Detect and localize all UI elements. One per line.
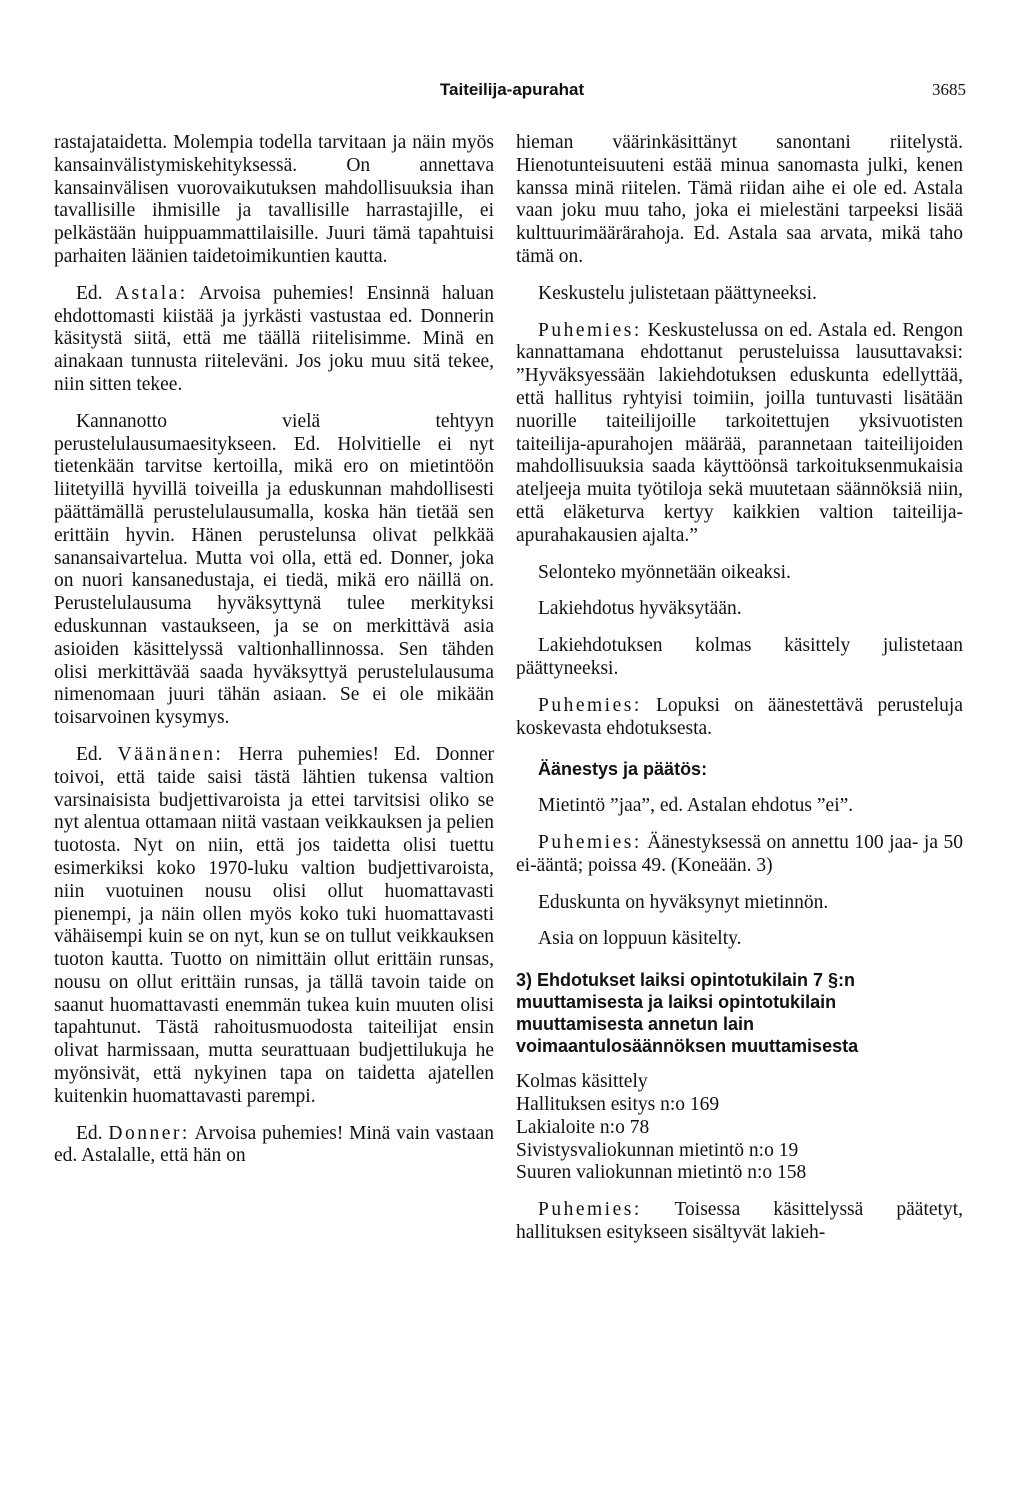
paragraph: Lakiehdotus hyväksytään. bbox=[538, 598, 742, 620]
speaker-name: Puhemies: bbox=[538, 1199, 642, 1221]
speech-puhemies: Puhemies: Äänestyksessä on annettu 100 jaa- ja 50 ei-ääntä; poissa 49. (Koneään. 3) bbox=[516, 831, 963, 876]
document-list-item: Kolmas käsittely bbox=[516, 1071, 648, 1093]
document-list-item: Suuren valiokunnan mietintö n:o 158 bbox=[516, 1162, 807, 1184]
document-list bbox=[516, 1071, 963, 1185]
speaker-name: Astala: bbox=[114, 282, 188, 304]
paragraph: Selonteko myönnetään oikeaksi. bbox=[538, 561, 791, 583]
document-list-item: Hallituksen esitys n:o 169 bbox=[516, 1093, 720, 1115]
paragraph: hieman väärinkäsittänyt sanontani riitelystä. Hienotunteisuuteni estää minua sanomasta julki, kenen kanssa minä riitelen. Tämä riidan aihe ei ole ed. Astala vaan joku muu taho, joka ei mielestäni tarpeeksi lisää kulttuurimäärärahoja. Ed. Astala saa arvata, mikä taho tämä on. bbox=[516, 132, 963, 267]
right-column bbox=[516, 132, 963, 1245]
speech-puhemies: Puhemies: Keskustelussa on ed. Astala ed. Rengon kannattamana ehdottanut perusteluissa lausuttavaksi: ”Hyväksyessään lakiehdotuksen eduskunta edellyttää, että hallitus ryhtyisi toimiin, joilla tuntuvasti lisätään nuorille taiteilijoille tarkoitettujen yksivuotisten taiteilija-apurahojen määrää, parannetaan taiteilijoiden mahdollisuuksia saada käyttöönsä tarkoituksenmukaisia ateljeeja muita työtiloja sekä muutetaan säännöksiä niin, että eläketurva kertyy kaikkien valtion taiteilija-apurahakausien ajalta.” bbox=[516, 319, 964, 546]
section-heading: Äänestys ja päätös: bbox=[538, 759, 708, 780]
speaker-name: Donner: bbox=[108, 1122, 190, 1144]
paragraph: Asia on loppuun käsitelty. bbox=[538, 928, 742, 950]
speaker-name: Puhemies: bbox=[538, 831, 642, 853]
paragraph: Kannanotto vielä tehtyyn perustelulausumaesitykseen. Ed. Holvitielle ei nyt tietenkään tarvitse kertoilla, mikä ero on mietintöön liitetyillä hyvillä toiveilla ja eduskunnan mahdollisesti päättämällä perustelulausumalla, koska hän tietää sen erittäin hyvin. Hänen perustelunsa olivat pelkkää sanansaivartelua. Mutta voi olla, että ed. Donner, joka on nuori kansanedustaja, ei tiedä, mikä ero näillä on. Perustelulausuma hyväksyttynä tulee merkityksi eduskunnan vastaukseen, ja se on merkittävä asia asioiden käsittelyssä valtionhallinnossa. Sen tähden olisi merkittävää saada hyväksyttyä perustelulausuma nimenomaan juuri tähän asiaan. Se ei ole mikään toisarvoinen kysymys. bbox=[54, 410, 494, 729]
page-number: 3685 bbox=[932, 80, 966, 99]
paragraph: Eduskunta on hyväksynyt mietinnön. bbox=[538, 891, 829, 913]
speaker-name: Puhemies: bbox=[538, 694, 642, 716]
document-list-item: Sivistysvaliokunnan mietintö n:o 19 bbox=[516, 1139, 799, 1161]
paragraph: Mietintö ”jaa”, ed. Astalan ehdotus ”ei”. bbox=[538, 795, 854, 817]
running-header: Taiteilija-apurahat bbox=[439, 80, 585, 99]
paragraph: Lakiehdotuksen kolmas käsittely julistetaan päättyneeksi. bbox=[516, 635, 963, 679]
speech-astala: Ed. Astala: Arvoisa puhemies! Ensinnä haluan ehdottomasti kiistää ja jyrkästi vastustaa ed. Donnerin käsitystä siitä, että me täällä riitelisimme. Minä en ainakaan tunnusta riiteleväni. Jos joku muu sitä tekee, niin sitten tekee. bbox=[54, 282, 494, 395]
agenda-item-heading: 3) Ehdotukset laiksi opintotukilain 7 §:n muuttamisesta ja laiksi opintotukilain muuttamisesta annetun lain voimaantulosäännöksen muuttamisesta bbox=[516, 970, 859, 1057]
speech-puhemies: Puhemies: Lopuksi on äänestettävä perusteluja koskevasta ehdotuksesta. bbox=[516, 694, 963, 739]
speech-vaananen: Ed. Väänänen: Herra puhemies! Ed. Donner toivoi, että taide saisi tästä lähtien tukensa valtion varsinaisista budjettivaroista ja ettei tarvitsisi oliko se nyt alentua ottamaan niitä vastaan veikkauksen ja pelien tuotosta. Nyt on niin, että jos taidetta olisi tuettu esimerkiksi koko 1970-luku valtion budjettivaroista, niin vuotuinen nousu olisi ollut huomattavasti pienempi, ja näin ollen myös koko tuki huomattavasti vähäisempi kuin se on nyt, kun se on tullut veikkauksen tuoton kautta. Tuotto on nimittäin ollut erittäin runsas, nousu on ollut erittäin runsas, ja tällä tavoin taide on saanut huomattavasti enemmän tukea kuin muuten olisi tapahtunut. Tästä rahoitusmuodosta taiteilijat ensin olivat harmissaan, mutta seurattuaan budjettilukuja he myönsivät, että nykyinen tapa on taidetta ajatellen kuitenkin huomattavasti parempi. bbox=[54, 743, 495, 1107]
speech-puhemies: Puhemies: Toisessa käsittelyssä päätetyt, hallituksen esitykseen sisältyvät lakieh- bbox=[516, 1199, 963, 1243]
speech-donner: Ed. Donner: Arvoisa puhemies! Minä vain vastaan ed. Astalalle, että hän on bbox=[54, 1122, 494, 1167]
left-column bbox=[54, 132, 494, 1168]
speaker-name: Väänänen: bbox=[117, 743, 224, 765]
paragraph: rastajataidetta. Molempia todella tarvitaan ja näin myös kansainvälistymiskehityksessä. On annettava kansainvälisen vuorovaikutuksen mahdollisuuksia ihan tavallisille ihmisille ja tavallisille harrastajille, ei pelkästään huippuammattilaisille. Juuri tämä tapahtuisi parhaiten läänien taidetoimikuntien kautta. bbox=[54, 132, 494, 267]
paragraph: Keskustelu julistetaan päättyneeksi. bbox=[538, 282, 817, 304]
document-list-item: Lakialoite n:o 78 bbox=[516, 1116, 650, 1138]
speaker-name: Puhemies: bbox=[538, 319, 642, 341]
